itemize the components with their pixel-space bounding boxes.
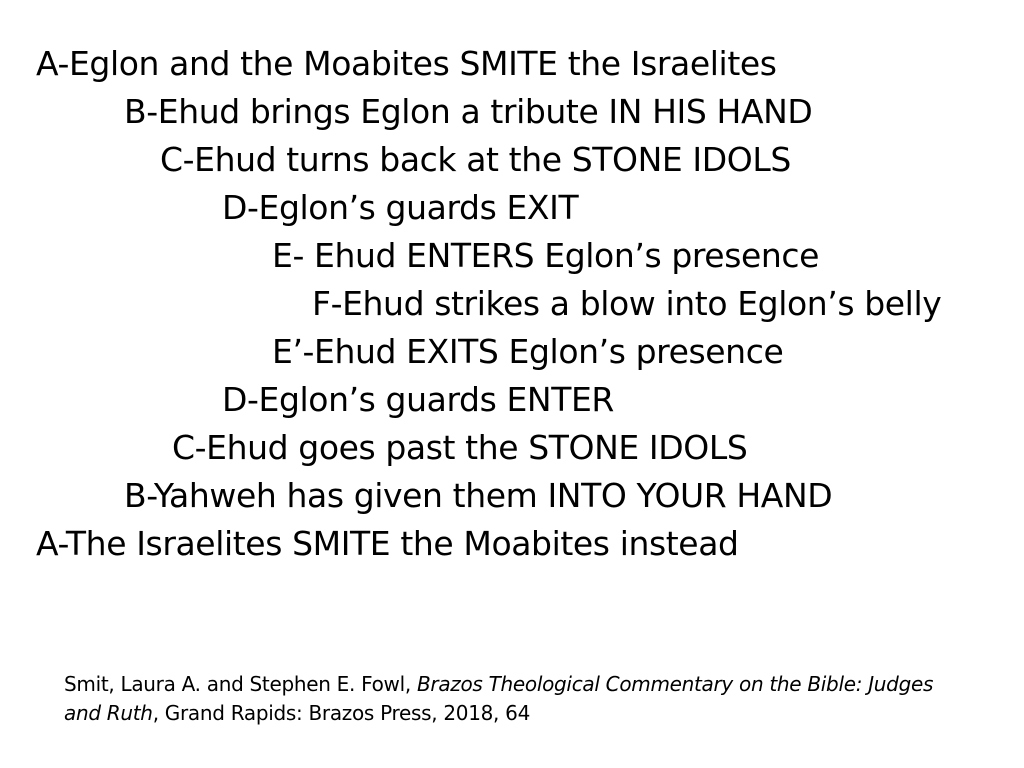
chiasm-line-b: B-Ehud brings Eglon a tribute IN HIS HAND: [124, 92, 813, 131]
citation: [64, 670, 964, 728]
chiasm-line-c-prime: C-Ehud goes past the STONE IDOLS: [172, 428, 748, 467]
chiasm-line-d: D-Eglon’s guards EXIT: [222, 188, 579, 227]
citation-authors: Smit, Laura A. and Stephen E. Fowl,: [64, 672, 417, 696]
chiasm-line-c: C-Ehud turns back at the STONE IDOLS: [160, 140, 791, 179]
chiasm-line-f-center: F-Ehud strikes a blow into Eglon’s belly: [312, 284, 942, 323]
chiasm-line-e: E- Ehud ENTERS Eglon’s presence: [272, 236, 820, 275]
chiasm-line-a: A-Eglon and the Moabites SMITE the Israelites: [36, 44, 777, 83]
citation-publication: , Grand Rapids: Brazos Press, 2018, 64: [152, 701, 531, 725]
chiasm-line-e-prime: E’-Ehud EXITS Eglon’s presence: [272, 332, 784, 371]
chiasm-line-b-prime: B-Yahweh has given them INTO YOUR HAND: [124, 476, 833, 515]
chiasm-line-d-prime: D-Eglon’s guards ENTER: [222, 380, 614, 419]
citation-title: Brazos Theological Commentary on the Bible: Judges and Ruth: [64, 672, 934, 725]
chiasm-line-a-prime: A-The Israelites SMITE the Moabites instead: [36, 524, 739, 563]
